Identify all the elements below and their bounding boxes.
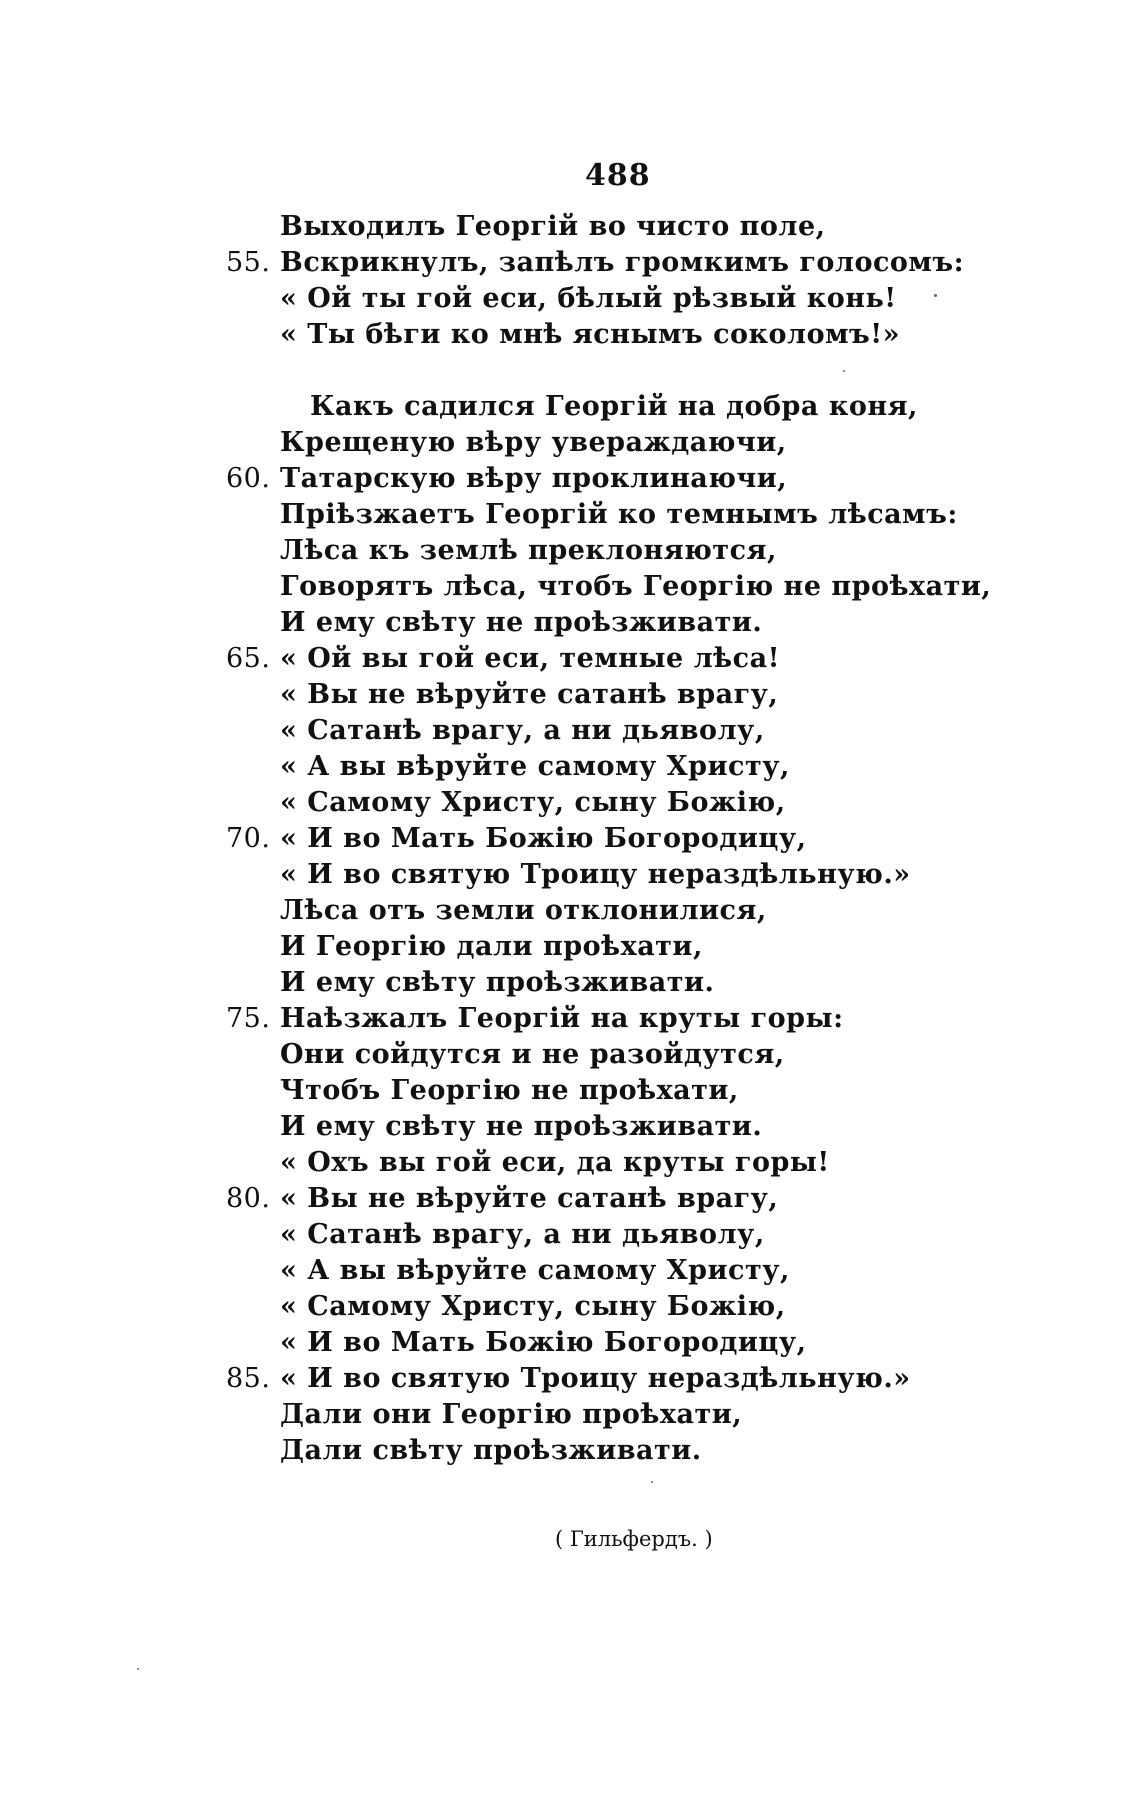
verse-text: Пріѣзжаетъ Георгій ко темнымъ лѣсамъ: xyxy=(280,499,958,530)
verse-line xyxy=(226,1181,1106,1217)
verse-line xyxy=(226,1253,1106,1289)
verse-text: И Георгію дали проѣхати, xyxy=(280,931,703,962)
verse-line xyxy=(226,821,1106,857)
scan-speck xyxy=(137,1668,139,1670)
verse-text: « И во Мать Божію Богородицу, xyxy=(280,1327,807,1358)
line-number: 75. xyxy=(226,1003,271,1034)
verse-line xyxy=(226,749,1106,785)
verse-text: « Охъ вы гой еси, да круты горы! xyxy=(280,1147,830,1178)
verse-text: « Вы не вѣруйте сатанѣ врагу, xyxy=(280,1183,779,1214)
verse-text: « Ой ты гой еси, бѣлый рѣзвый конь! xyxy=(280,283,897,314)
line-number: 80. xyxy=(226,1183,271,1214)
verse-line xyxy=(226,1433,1106,1469)
line-number: 65. xyxy=(226,643,271,674)
verse-text: Дали свѣту проѣзживати. xyxy=(280,1435,702,1466)
verse-line xyxy=(226,605,1106,641)
verse-line xyxy=(226,245,1106,281)
verse-line xyxy=(226,929,1106,965)
scan-speck xyxy=(651,1481,653,1483)
verse-line xyxy=(226,1289,1106,1325)
verse-text: Вскрикнулъ, запѣлъ громкимъ голосомъ: xyxy=(280,247,965,278)
verse-line xyxy=(226,569,1106,605)
verse-text: Говорятъ лѣса, чтобъ Георгію не проѣхати, xyxy=(280,571,992,602)
verse-line xyxy=(226,965,1106,1001)
verse-line xyxy=(226,1325,1106,1361)
verse-text: « И во святую Троицу нераздѣльную.» xyxy=(280,859,911,890)
verse-text: Дали они Георгію проѣхати, xyxy=(280,1399,743,1430)
verse-line xyxy=(226,1145,1106,1181)
verse-line xyxy=(226,1073,1106,1109)
verse-text: « И во Мать Божію Богородицу, xyxy=(280,823,807,854)
verse-text: « А вы вѣруйте самому Христу, xyxy=(280,751,790,782)
verse-line xyxy=(226,857,1106,893)
line-number: 85. xyxy=(226,1363,271,1394)
verse-text: Чтобъ Георгію не проѣхати, xyxy=(280,1075,739,1106)
scan-speck xyxy=(934,294,937,297)
verse-line xyxy=(226,677,1106,713)
verse-line xyxy=(226,641,1106,677)
verse-text: Выходилъ Георгій во чисто поле, xyxy=(280,211,826,242)
verse-text: « Сатанѣ врагу, а ни дьяволу, xyxy=(280,715,765,746)
verse-line xyxy=(226,1397,1106,1433)
scan-speck xyxy=(843,370,845,372)
stanza-1 xyxy=(226,209,1106,353)
verse-line xyxy=(226,497,1106,533)
line-number: 70. xyxy=(226,823,271,854)
page-number: 488 xyxy=(585,158,651,193)
attribution: ( Гильфердъ. ) xyxy=(555,1527,713,1551)
verse-line xyxy=(226,713,1106,749)
verse-line xyxy=(226,317,1106,353)
verse-line xyxy=(226,209,1106,245)
verse-line xyxy=(226,1109,1106,1145)
verse-text: Лѣса отъ земли отклонилися, xyxy=(280,895,767,926)
verse-line xyxy=(226,893,1106,929)
verse-line xyxy=(226,425,1106,461)
verse-line xyxy=(226,785,1106,821)
line-number: 60. xyxy=(226,463,271,494)
verse-text: Крещеную вѣру увераждаючи, xyxy=(280,427,787,458)
verse-text: « Самому Христу, сыну Божію, xyxy=(280,787,786,818)
line-number: 55. xyxy=(226,247,271,278)
verse-line xyxy=(226,461,1106,497)
stanza-2 xyxy=(226,389,1106,1469)
verse-text: Они сойдутся и не разойдутся, xyxy=(280,1039,785,1070)
verse-text: « Ты бѣги ко мнѣ яснымъ соколомъ!» xyxy=(280,319,900,350)
verse-text: И ему свѣту не проѣзживати. xyxy=(280,607,763,638)
verse-line xyxy=(226,389,1106,425)
verse-line xyxy=(226,281,1106,317)
verse-text: « Сатанѣ врагу, а ни дьяволу, xyxy=(280,1219,765,1250)
verse-text: Татарскую вѣру проклинаючи, xyxy=(280,463,788,494)
verse-line xyxy=(226,533,1106,569)
verse-text: И ему свѣту не проѣзживати. xyxy=(280,1111,763,1142)
verse-text: Какъ садился Георгій на добра коня, xyxy=(310,391,918,422)
verse-line xyxy=(226,1217,1106,1253)
verse-line xyxy=(226,1001,1106,1037)
verse-text: Наѣзжалъ Георгій на круты горы: xyxy=(280,1003,844,1034)
verse-text: И ему свѣту проѣзживати. xyxy=(280,967,715,998)
verse-text: « Ой вы гой еси, темные лѣса! xyxy=(280,643,780,674)
verse-text: « Самому Христу, сыну Божію, xyxy=(280,1291,786,1322)
verse-text: Лѣса къ землѣ преклоняются, xyxy=(280,535,777,566)
verse-text: « Вы не вѣруйте сатанѣ врагу, xyxy=(280,679,779,710)
verse-text: « И во святую Троицу нераздѣльную.» xyxy=(280,1363,911,1394)
verse-line xyxy=(226,1361,1106,1397)
verse-line xyxy=(226,1037,1106,1073)
verse-text: « А вы вѣруйте самому Христу, xyxy=(280,1255,790,1286)
